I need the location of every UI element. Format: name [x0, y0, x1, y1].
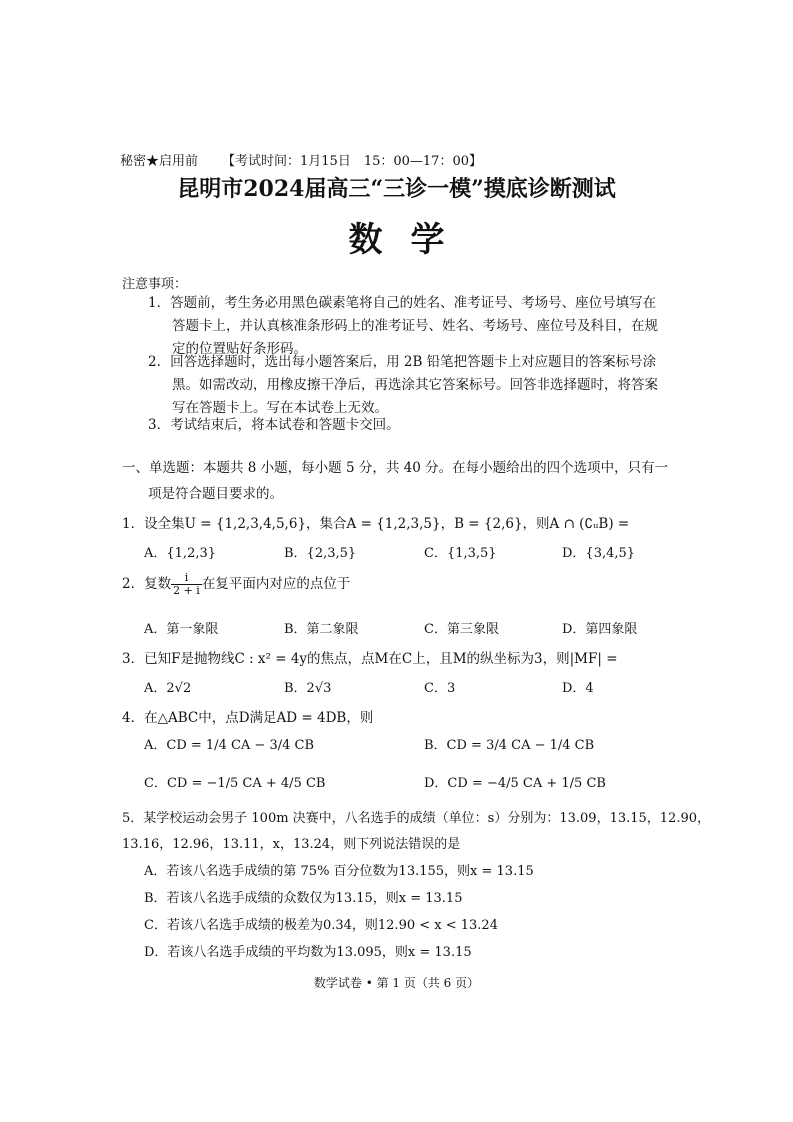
note-text: 答题卡上，并认真核准条形码上的准考证号、姓名、考场号、座位号及科目，在规	[172, 318, 658, 334]
note-text: 黑。如需改动，用橡皮擦干净后，再选涂其它答案标号。回答非选择题时，将答案	[172, 377, 658, 393]
q2-pre: 2．复数	[122, 576, 172, 592]
exam-meta	[120, 150, 482, 169]
note-3	[148, 414, 400, 437]
q2-option-d: D．第四象限	[562, 622, 638, 637]
note-num: 2．	[148, 354, 171, 370]
q1-option-a: A．{1,2,3}	[144, 546, 217, 561]
q2-option-c: C．第三象限	[424, 622, 499, 637]
q1-option-d: D．{3,4,5}	[562, 546, 636, 561]
question-5-stem-cont: 13.16，12.96，13.11，x，13.24，则下列说法错误的是	[122, 837, 461, 852]
section-heading: 一、单选题：本题共 8 小题，每小题 5 分，共 40 分。在每小题给出的四个选项中，只有一	[122, 460, 669, 476]
note-text: 答题前，考生务必用黑色碳素笔将自己的姓名、准考证号、考场号、座位号填写在	[170, 295, 657, 311]
q1-option-b: B．{2,3,5}	[284, 546, 357, 561]
q2-option-b: B．第二象限	[284, 622, 359, 637]
q4-option-d: D．CD = −4/5 CA + 1/5 CB	[424, 776, 606, 791]
q5-option-c: C．若该八名选手成绩的极差为0.34，则12.90 < x < 13.24	[144, 918, 498, 933]
exam-time: 【考试时间：1月15日 15：00—17：00】	[222, 154, 482, 169]
q4-option-b: B．CD = 3/4 CA − 1/4 CB	[424, 738, 595, 753]
note-2	[148, 351, 658, 420]
note-text: 定的位置贴好条形码。	[172, 341, 307, 357]
exam-title: 昆明市2024届高三“三诊一模”摸底诊断测试	[177, 176, 616, 202]
q5-option-d: D．若该八名选手成绩的平均数为13.095，则x = 13.15	[144, 945, 472, 960]
question-2-stem	[122, 572, 350, 597]
q2-option-a: A．第一象限	[144, 622, 219, 637]
secret-label: 秘密★启用前	[120, 154, 199, 169]
note-num: 1．	[148, 295, 171, 311]
q1-option-c: C．{1,3,5}	[424, 546, 497, 561]
notes-heading: 注意事项：	[122, 277, 188, 292]
page-footer: 数学试卷 • 第 1 页（共 6 页）	[313, 976, 480, 990]
note-text: 考试结束后，将本试卷和答题卡交回。	[170, 417, 400, 433]
q5-option-b: B．若该八名选手成绩的众数仅为13.15，则x = 13.15	[144, 891, 463, 906]
question-5-stem: 5．某学校运动会男子 100m 决赛中，八名选手的成绩（单位：s）分别为：13.09，13.15，12.90，	[122, 811, 710, 826]
q2-fraction-num: i	[171, 572, 202, 585]
q5-option-a: A．若该八名选手成绩的第 75% 百分位数为13.155，则x = 13.15	[144, 864, 534, 879]
subject-title: 数学	[348, 220, 473, 260]
q3-option-b: B．2√3	[284, 681, 332, 696]
question-4-stem: 4．在△ABC中，点D满足AD = 4DB，则	[122, 710, 374, 726]
q3-option-a: A．2√2	[144, 681, 192, 696]
q2-fraction	[171, 572, 202, 597]
note-num: 3．	[148, 417, 171, 433]
section-heading-cont: 项是符合题目要求的。	[148, 486, 283, 502]
note-text: 写在答题卡上。写在本试卷上无效。	[172, 400, 388, 416]
q2-post: 在复平面内对应的点位于	[201, 576, 351, 592]
question-1-stem: 1．设全集U = {1,2,3,4,5,6}，集合A = {1,2,3,5}，B = {2,6}，则A ∩ (∁ᵤB) =	[122, 516, 630, 532]
q3-option-c: C．3	[424, 681, 456, 696]
note-text: 回答选择题时，选出每小题答案后，用 2B 铅笔把答题卡上对应题目的答案标号涂	[170, 354, 657, 370]
q3-option-d: D．4	[562, 681, 594, 696]
q4-option-c: C．CD = −1/5 CA + 4/5 CB	[144, 776, 326, 791]
question-3-stem: 3．已知F是抛物线C : x² = 4y的焦点，点M在C上，且M的纵坐标为3，则|MF| =	[122, 651, 618, 667]
q2-fraction-den: 2 + i	[173, 584, 200, 597]
q4-option-a: A．CD = 1/4 CA − 3/4 CB	[144, 738, 315, 753]
